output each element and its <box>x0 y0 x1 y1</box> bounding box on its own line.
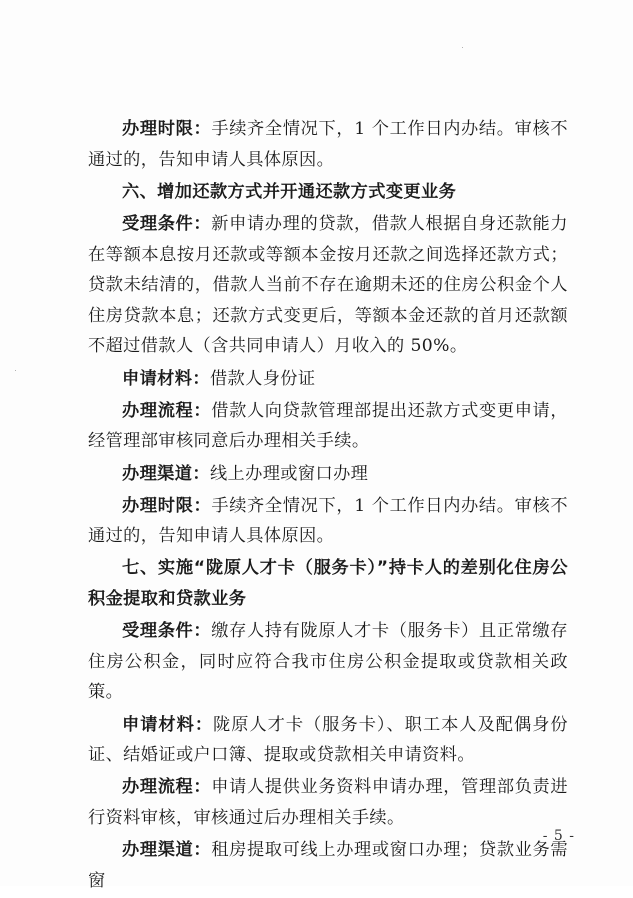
paragraph-label: 受理条件： <box>122 213 212 234</box>
paragraph-time-limit-6 <box>88 491 568 552</box>
paragraph-label: 申请材料： <box>122 714 214 735</box>
section-heading-7: 七、实施“陇原人才卡（服务卡）”持卡人的差别化住房公积金提取和贷款业务 <box>88 558 568 610</box>
paragraph-text: 缴存人持有陇原人才卡（服务卡）且正常缴存住房公积金，同时应符合我市住房公积金提取或贷款相关政策。 <box>88 621 568 703</box>
paragraph-label: 受理条件： <box>122 621 212 642</box>
paragraph-text: 线上办理或窗口办理 <box>209 463 369 484</box>
paragraph-text: 申请人提供业务资料申请办理，管理部负责进行资料审核，审核通过后办理相关手续。 <box>88 777 568 828</box>
paragraph-materials-6 <box>88 364 568 395</box>
paragraph-text: 新申请办理的贷款，借款人根据自身还款能力在等额本息按月还款或等额本金按月还款之间选择还款方式；贷款未结清的，借款人当前不存在逾期未还的住房公积金个人住房贷款本息；还款方式变更后，等额本金还款的首月还款额不超过借款人（含共同申请人）月收入的 50%。 <box>88 213 568 357</box>
paragraph-label: 办理时限： <box>122 119 212 139</box>
paragraph-channel-6 <box>88 459 568 490</box>
scan-speck <box>462 47 463 48</box>
paragraph-text: 陇原人才卡（服务卡）、职工本人及配偶身份证、结婚证或户口簿、提取或贷款相关申请资料。 <box>88 714 568 766</box>
scan-speck <box>15 370 16 371</box>
section-heading-6: 六、增加还款方式并开通还款方式变更业务 <box>122 181 457 202</box>
paragraph-text: 借款人向贷款管理部提出还款方式变更申请，经管理部审核同意后办理相关手续。 <box>88 400 568 452</box>
paragraph-label: 办理流程： <box>122 400 212 421</box>
paragraph-text: 手续齐全情况下，1 个工作日内办结。审核不通过的，告知申请人具体原因。 <box>88 495 568 547</box>
document-body <box>88 114 568 898</box>
paragraph-materials-7 <box>88 710 568 771</box>
paragraph-label: 办理渠道： <box>122 840 212 861</box>
paragraph-label: 办理渠道： <box>122 463 210 484</box>
paragraph-acceptance-conditions-6 <box>88 209 568 362</box>
paragraph-time-limit-1 <box>88 114 568 175</box>
paragraph-process-6 <box>88 396 568 457</box>
paragraph-text: 租房提取可线上办理或窗口办理；贷款业务需窗 <box>88 840 568 891</box>
paragraph-label: 办理流程： <box>122 777 212 798</box>
paragraph-channel-7 <box>88 835 568 896</box>
paragraph-text: 借款人身份证 <box>209 368 316 389</box>
paragraph-label: 申请材料： <box>122 368 210 389</box>
page-number: - 5 - <box>542 828 575 844</box>
paragraph-label: 办理时限： <box>122 495 212 516</box>
paragraph-acceptance-conditions-7 <box>88 616 568 708</box>
paragraph-text: 手续齐全情况下，1 个工作日内办结。审核不通过的，告知申请人具体原因。 <box>88 119 568 170</box>
paragraph-process-7 <box>88 772 568 833</box>
